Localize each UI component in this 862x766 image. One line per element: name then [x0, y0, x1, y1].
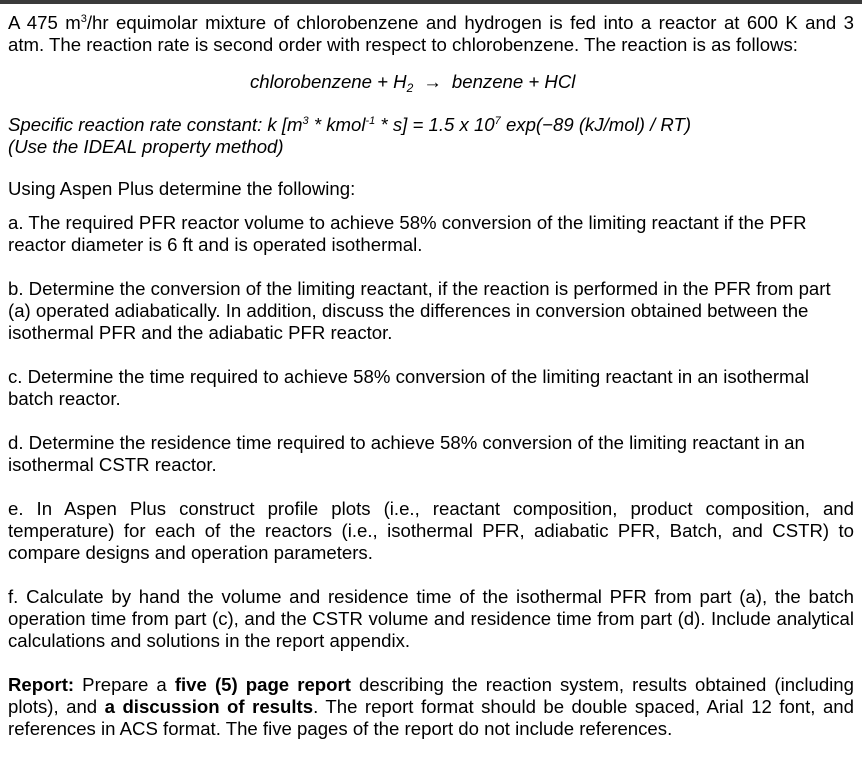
- rate-sup-1: 3: [302, 115, 309, 127]
- instructions-heading: Using Aspen Plus determine the following:: [8, 178, 356, 199]
- rate-text-1: Specific reaction rate constant: k [m: [8, 114, 303, 135]
- rate-sup-2: -1: [365, 115, 376, 127]
- report-bold-1: five (5) page report: [174, 674, 351, 695]
- report-bold-2: a discussion of results: [104, 696, 314, 717]
- report-text-2: describing the reaction system, results obtained (including plots), and: [8, 674, 854, 717]
- rate-constant: [8, 114, 854, 136]
- rate-sup-3: 7: [494, 115, 501, 127]
- question-b: b. Determine the conversion of the limiting reactant, if the reaction is performed in the PFR from part (a) operated adiabatically. In addition, discuss the differences in conversion obtained between the isothermal PFR and the adiabatic PFR reactor.: [8, 278, 831, 343]
- report-instructions: [8, 674, 854, 740]
- reaction-subscript: 2: [406, 81, 414, 95]
- question-c: c. Determine the time required to achieve 58% conversion of the limiting reactant in an isothermal batch reactor.: [8, 366, 809, 409]
- intro-sup-1: 3: [80, 13, 87, 25]
- problem-document: [8, 12, 854, 740]
- question-e: e. In Aspen Plus construct profile plots (i.e., reactant composition, product composition, and temperature) for each of the reactors (i.e., isothermal PFR, adiabatic PFR, Batch, and CSTR) to compare designs and operation parameters.: [8, 498, 854, 563]
- intro-text-1: A 475 m: [8, 12, 81, 33]
- question-d: d. Determine the residence time required to achieve 58% conversion of the limiting reactant in an isothermal CSTR reactor.: [8, 432, 805, 475]
- property-method-note: (Use the IDEAL property method): [8, 136, 284, 157]
- question-a: a. The required PFR reactor volume to achieve 58% conversion of the limiting reactant if the PFR reactor diameter is 6 ft and is operated isothermal.: [8, 212, 807, 255]
- reaction-arrow-icon: →: [423, 71, 442, 92]
- reaction-products: benzene + HCl: [451, 71, 576, 92]
- report-text-3: . The report format should be double spaced, Arial 12 font, and references in ACS format. The five pages of the report do not include references.: [8, 696, 854, 739]
- rate-text-2: * kmol: [308, 114, 366, 135]
- question-f: f. Calculate by hand the volume and residence time of the isothermal PFR from part (a), the batch operation time from part (c), and the CSTR volume and residence time from part (d). Include analytical calculations and solutions in the report appendix.: [8, 586, 854, 651]
- reaction-equation: [250, 71, 854, 93]
- rate-text-4: exp(−89 (kJ/mol) / RT): [500, 114, 692, 135]
- reaction-reactants: chlorobenzene + H: [250, 71, 407, 92]
- report-text-1: Prepare a: [74, 674, 175, 695]
- report-label: Report:: [8, 674, 75, 695]
- intro-text-2: /hr equimolar mixture of chlorobenzene and hydrogen is fed into a reactor at 600 K and 3 atm. The reaction rate is second order with respect to chlorobenzene. The reaction is as follows:: [8, 12, 854, 55]
- rate-text-3: * s] = 1.5 x 10: [375, 114, 495, 135]
- top-border: [0, 0, 862, 4]
- problem-intro: [8, 12, 854, 56]
